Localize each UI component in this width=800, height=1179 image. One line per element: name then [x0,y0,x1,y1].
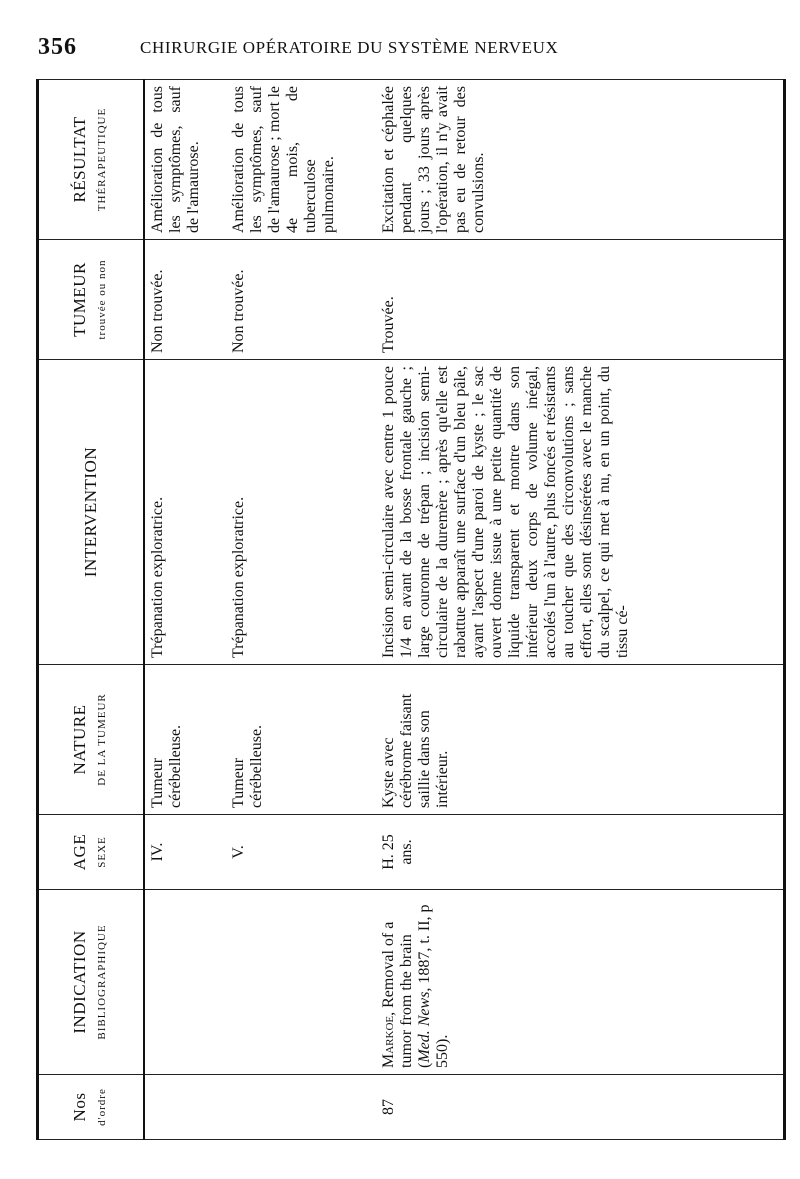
cell-nature: Tumeur cérébelleuse. [144,665,226,815]
indication-author: Markoe, [380,1011,397,1068]
header-no-sub: d'ordre [96,1088,108,1126]
header-tumeur-main: TUMEUR [70,262,89,337]
header-indication [38,890,145,1075]
cell-nature: Kyste avec cérébrome faisant saillie dans son intérieur. [376,665,785,815]
cell-resultat: Excitation et céphalée pendant quelques jours ; 33 jours après l'opération, il n'y avait pas eu de retour des convulsions. [376,80,785,240]
header-intervention [38,360,145,665]
cell-indication [376,890,785,1075]
cell-tumeur: Non trouvée. [226,240,376,360]
table-row [376,80,785,1140]
header-tumeur [38,240,145,360]
rotated-table-container [36,80,786,1140]
table-frame [36,80,786,1140]
cell-age: V. [226,815,376,890]
cell-age: IV. [144,815,226,890]
indication-journal: Med. News, [416,987,433,1063]
cell-tumeur: Non trouvée. [144,240,226,360]
header-resultat-main: RÉSULTAT [70,116,89,203]
cell-intervention: Trépanation exploratrice. [144,360,226,665]
header-nature-main: NATURE [70,704,89,775]
header-resultat-sub: THÉRAPEUTIQUE [96,107,108,212]
header-tumeur-sub: trouvée ou non [96,259,108,340]
indication-title: Removal of a tumor from the brain ( [380,921,433,1068]
indication-rest: 1887, t. II, p 550). [416,904,451,1068]
cell-indication [144,890,226,1075]
header-row [38,80,145,1140]
cell-tumeur: Trouvée. [376,240,785,360]
cell-intervention: Trépanation exploratrice. [226,360,376,665]
cell-no: 87 [376,1075,785,1140]
header-no [38,1075,145,1140]
header-age [38,815,145,890]
cell-resultat: Amélioration de tous les symptômes, sauf de l'amaurose. [144,80,226,240]
cell-nature: Tumeur cérébelleuse. [226,665,376,815]
header-resultat [38,80,145,240]
cell-intervention: Incision semi-circulaire avec centre 1 pouce 1/4 en avant de la bosse frontale gauche ; large couronne de trépan ; incision semi-circulaire de la duremère ; après qu'elle est rabattue apparaît une surface d'un bleu pâle, ayant l'aspect d'une paroi de kyste ; le sac ouvert donne issue à une petite quantité de liquide transparent et montre dans son intérieur deux corps de volume inégal, accolés l'un à l'autre, plus foncés et résistants au toucher que des circonvolutions ; sans effort, elles sont désinsérées avec le manche du scalpel, ce qui met à nu, en un point, du tissu cé- [376,360,785,665]
header-indication-sub: BIBLIOGRAPHIQUE [96,924,108,1040]
table-row [144,80,226,1140]
cell-age: H. 25 ans. [376,815,785,890]
page-number: 356 [38,34,77,60]
header-age-main: AGE [70,833,89,871]
header-nature-sub: DE LA TUMEUR [96,693,108,786]
cell-no [144,1075,226,1140]
header-age-sub: SEXE [96,836,108,868]
cases-table [36,79,786,1140]
running-head: CHIRURGIE OPÉRATOIRE DU SYSTÈME NERVEUX [140,38,559,57]
cell-resultat: Amélioration de tous les symptômes, sauf de l'amaurose ; mort le 4e mois, de tuberculose pulmonaire. [226,80,376,240]
header-intervention-main: INTERVENTION [81,446,100,578]
table-row [226,80,376,1140]
header-no-main: Nos [70,1092,89,1122]
header-nature [38,665,145,815]
cell-no [226,1075,376,1140]
header-indication-main: INDICATION [70,930,89,1034]
cell-indication [226,890,376,1075]
